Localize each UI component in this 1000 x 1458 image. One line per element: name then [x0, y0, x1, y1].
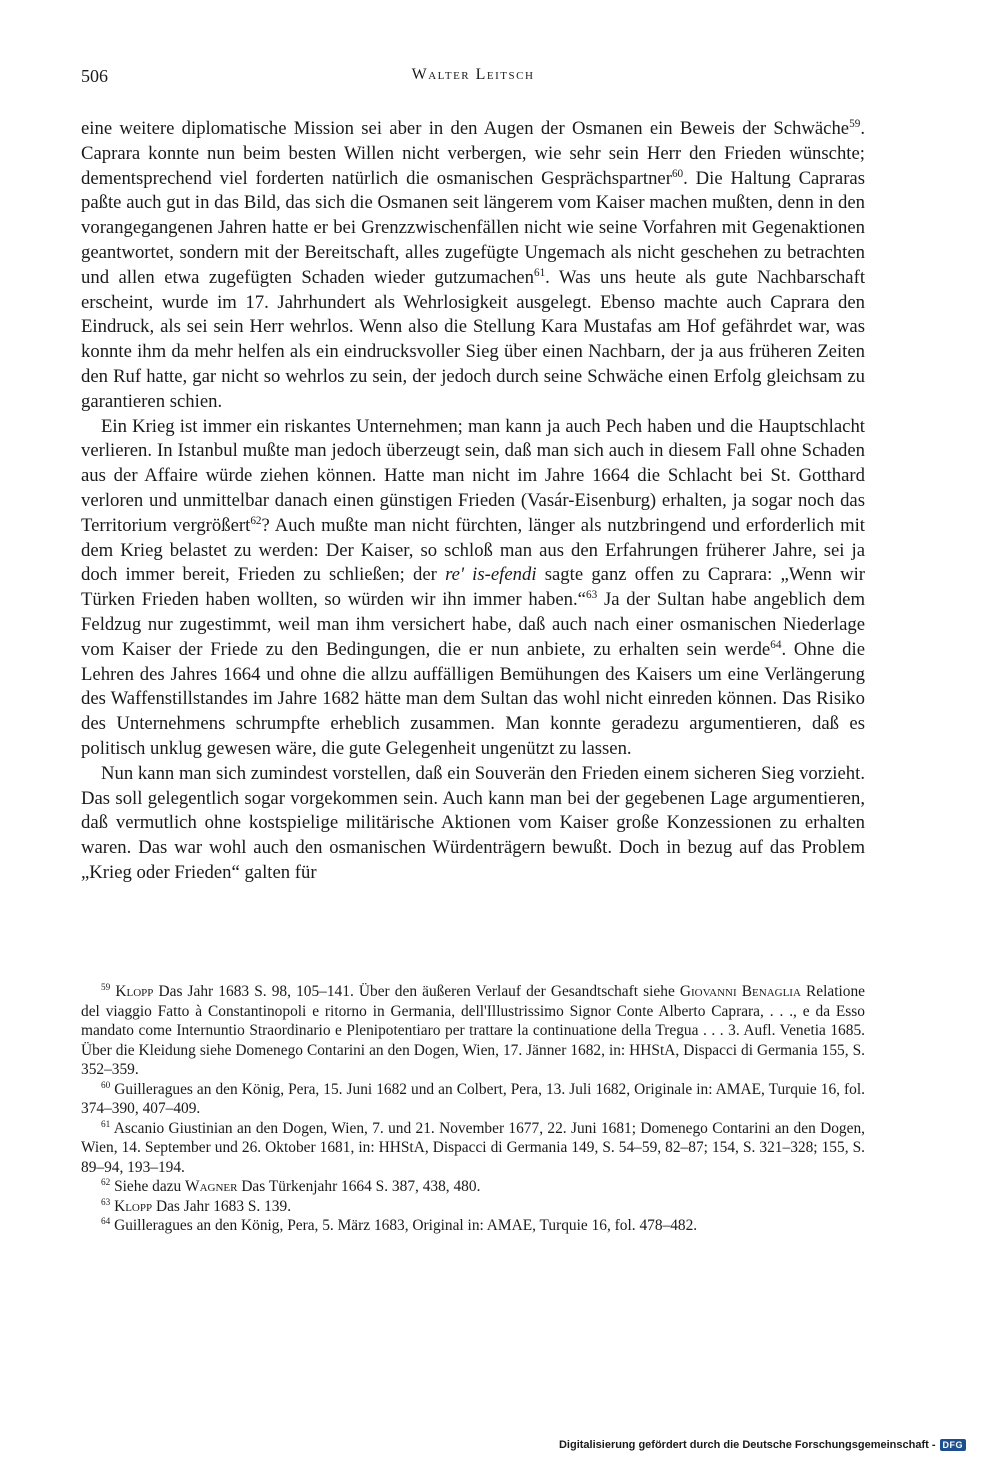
text-run: Das Jahr 1683 S. 98, 105–141. Über den äußeren Verlauf der Gesandtschaft siehe	[153, 983, 680, 1000]
body-text	[81, 117, 865, 886]
paragraph	[81, 762, 865, 886]
author-name: Wagner	[185, 1178, 238, 1195]
text-run: Ja der Sultan habe angeblich dem Feldzug nur zugestimmt, weil man ihm versichert habe, daß auch nach einer osmanischen Niederlage vom Kaiser der Friede zu den Bedingungen, die er nun anbiete, zu erhalten sein werde	[81, 589, 865, 660]
paragraph	[81, 415, 865, 762]
footnote-number: 59	[101, 981, 111, 992]
text-run: Guilleragues an den König, Pera, 15. Juni 1682 und an Colbert, Pera, 13. Juli 1682, Originale in: AMAE, Turquie 16, fol. 374–390, 407–409.	[81, 1080, 865, 1117]
page-header	[81, 66, 865, 96]
dfg-logo-icon: DFG	[940, 1439, 967, 1451]
text-run: . Caprara konnte nun beim besten Willen nicht verbergen, wie sehr sein Herr den Frieden wünschte; dementsprechend viel forderten natürlich die osmanischen Gesprächspartner	[81, 118, 865, 189]
text-run: Relatione del viaggio Fatto à Constantinopoli e ritorno in Germania, dell'Illustrissimo Signor Conte Alberto Caprara, . . ., e da Esso mandato come Internuntio Straordinario e Plenipotentiaro per trattare la continuatione della Tregua . . . 3. Aufl. Venetia 1685. Über die Kleidung siehe Domenego Contarini an den Dogen, Wien, 17. Jänner 1682, in: HHStA, Dispacci di Germania 155, S. 352–359.	[81, 983, 866, 1078]
footnote	[81, 1080, 865, 1119]
footnote-ref: 60	[671, 167, 684, 180]
text-run: Ein Krieg ist immer ein riskantes Unternehmen; man kann ja auch Pech haben und die Hauptschlacht verlieren. In Istanbul mußte man jedoch überzeugt sein, daß man sich auch in diesem Fall ohne Schaden aus der Affaire würde ziehen können. Hatte man nicht im Jahre 1664 die Schlacht bei St. Gotthard verloren und unmittelbar danach einen günstigen Frieden (Vasár-Eisenburg) erhalten, ja sogar noch das Territorium vergrößert	[81, 415, 865, 536]
page-number: 506	[81, 66, 108, 86]
footnote-ref: 62	[250, 514, 262, 527]
footnote-ref: 64	[770, 638, 782, 651]
paragraph	[81, 117, 865, 415]
footnote-ref: 63	[585, 588, 598, 601]
text-run: Ascanio Giustinian an den Dogen, Wien, 7. und 21. November 1677, 22. Juni 1681; Domenego Contarini an den Dogen, Wien, 14. September und 26. Oktober 1681, in: HHStA, Dispacci di Germania 149, S. 54–59, 82–87; 154, S. 321–328; 155, S. 89–94, 193–194.	[81, 1119, 865, 1176]
footnote	[81, 1197, 865, 1217]
credit-text: Digitalisierung gefördert durch die Deutsche Forschungsgemeinschaft -	[558, 1439, 936, 1451]
footnote	[81, 1216, 865, 1236]
text-run: . Was uns heute als gute Nachbarschaft erscheint, wurde im 17. Jahrhundert als Wehrlosigkeit ausgelegt. Ebenso machte auch Caprara den Eindruck, als sei sein Herr wehrlos. Wenn also die Stellung Kara Mustafas am Hof gefährdet war, was konnte ihm da mehr helfen als ein eindrucksvoller Sieg über einen Nachbarn, der ja aus früheren Zeiten den Ruf hatte, gar nicht so wehrlos zu sein, der jedoch durch seine Schwäche einen Erfolg gleichsam zu garantieren schien.	[81, 266, 866, 412]
author-name: Klopp	[114, 1197, 153, 1215]
author-name: Klopp	[115, 983, 154, 1000]
text-run: Siehe dazu	[114, 1178, 186, 1195]
footnote-number: 62	[101, 1176, 111, 1187]
author-name: Giovanni Benaglia	[679, 983, 801, 1000]
running-head: Walter Leitsch	[411, 66, 535, 83]
footnotes	[81, 982, 865, 1236]
digitization-credit	[559, 1439, 966, 1451]
text-run: Das Türkenjahr 1664 S. 387, 438, 480.	[237, 1178, 481, 1195]
text-run: Guilleragues an den König, Pera, 5. März 1683, Original in: AMAE, Turquie 16, fol. 478–482.	[114, 1217, 698, 1234]
footnote-number: 60	[101, 1079, 111, 1090]
footnote	[81, 982, 865, 1080]
text-run: sagte ganz offen zu Caprara: „Wenn wir Türken Frieden haben wollten, so würden wir ihn immer haben.“	[81, 564, 865, 611]
text-run: . Ohne die Lehren des Jahres 1664 und ohne die allzu auffälligen Bemühungen des Kaisers um eine Verlängerung des Waffenstillstandes im Jahre 1682 hätte man dem Sultan das wohl nicht einreden können. Das Risiko des Unternehmens schrumpfte erheblich zusammen. Man konnte geradezu argumentieren, daß es politisch unklug gewesen wäre, die gute Gelegenheit ungenützt zu lassen.	[81, 638, 866, 759]
footnote-ref: 59	[849, 117, 861, 130]
text-run: Das Jahr 1683 S. 139.	[152, 1197, 292, 1215]
footnote	[81, 1119, 865, 1178]
text-run: ? Auch mußte man nicht fürchten, länger als nutzbringend und erforderlich mit dem Krieg belastet zu werden: Der Kaiser, so schloß man aus den Erfahrungen früherer Jahre, sei ja doch immer bereit, Frieden zu schließen; der	[81, 514, 865, 586]
text-run: . Die Haltung Capraras paßte auch gut in das Bild, das sich die Osmanen seit längerem vom Kaiser machen mußten, denn in den vorangegangenen Jahren hatte er bei Grenzzwischenfällen nicht wie seine Vorfahren mit Gegenaktionen geantwortet, sondern mit der Bereitschaft, alles zugefügte Ungemach als nicht geschehen zu betrachten und allen etwa zugefügten Schaden wieder gutzumachen	[81, 167, 865, 288]
footnote-number: 61	[101, 1118, 111, 1129]
text-run: Nun kann man sich zumindest vorstellen, daß ein Souverän den Frieden einem sicheren Sieg vorzieht. Das soll gelegentlich sogar vorgekommen sein. Auch kann man bei der gegebenen Lage argumentieren, daß vermutlich ohne kostspielige militärische Aktionen vom Kaiser große Konzessionen zu erhalten waren. Das war wohl auch den osmanischen Würdenträgern bewußt. Doch in bezug auf das Problem „Krieg oder Frieden“ galten für	[81, 762, 865, 883]
footnote-number: 63	[101, 1196, 111, 1207]
italic-term: re' is-efendi	[445, 564, 537, 586]
footnote-number: 64	[101, 1215, 111, 1226]
footnote-ref: 61	[533, 266, 546, 279]
footnote	[81, 1177, 865, 1197]
text-run: eine weitere diplomatische Mission sei aber in den Augen der Osmanen ein Beweis der Schwäche	[81, 118, 850, 139]
